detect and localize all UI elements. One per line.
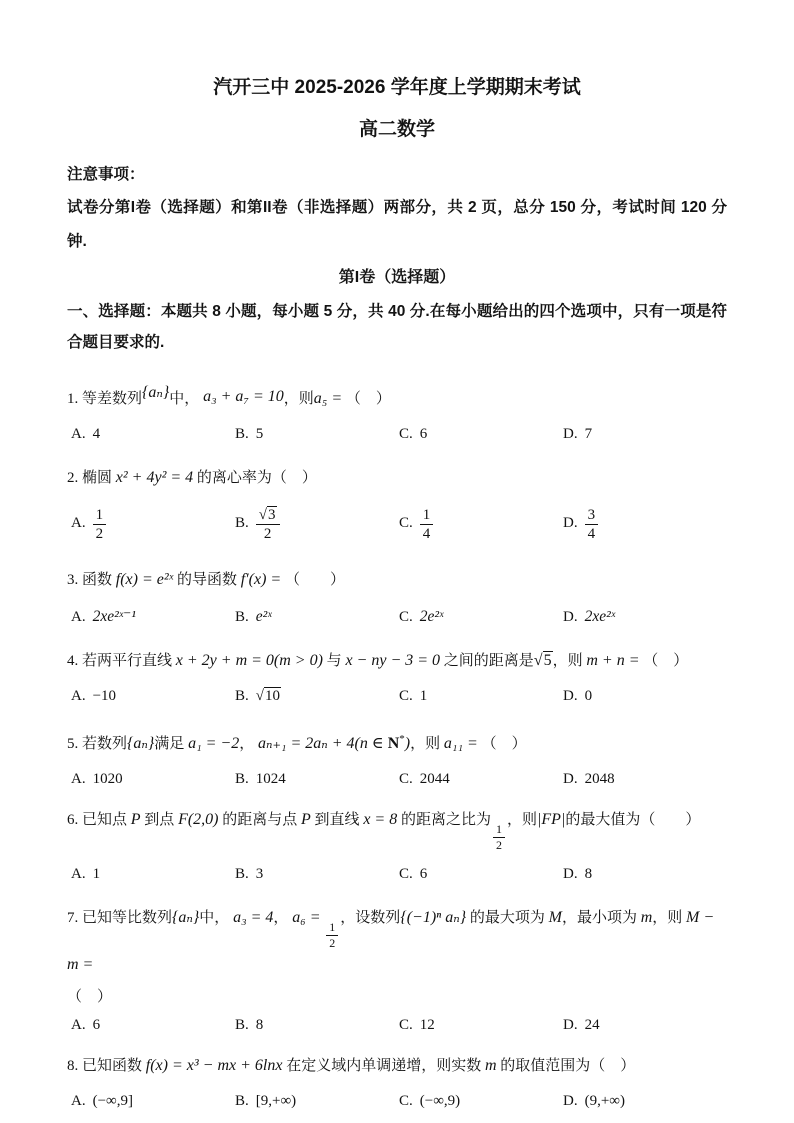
q3-option-b xyxy=(235,608,399,626)
option-label: A. xyxy=(71,771,86,787)
option-value: 1024 xyxy=(255,771,286,787)
q6-point-p: P xyxy=(130,811,141,828)
option-value: 2048 xyxy=(584,771,615,787)
q3-option-c xyxy=(399,608,563,626)
q2-text-1: 2. 椭圆 xyxy=(67,470,113,486)
option-value: (−∞,9) xyxy=(419,1093,461,1109)
option-value: 4 xyxy=(92,426,101,442)
q7-text-1: 7. 已知等比数列 xyxy=(67,910,173,926)
q3-answer-blank: （ ） xyxy=(284,572,345,588)
q7-answer-blank: （ ） xyxy=(67,989,113,1005)
notice-heading: 注意事项： xyxy=(67,166,145,183)
option-label: D. xyxy=(563,771,578,787)
q7-min-symbol: m xyxy=(640,909,653,926)
fraction-numerator: 1 xyxy=(326,920,338,936)
option-value: e²ˣ xyxy=(255,607,272,625)
q5-text-2: 满足 xyxy=(154,736,185,752)
fraction xyxy=(93,506,107,543)
notice-body: 试卷分第I卷（选择题）和第II卷（非选择题）两部分，共 2 页，总分 150 分，考试时间 120 分钟. xyxy=(67,199,727,250)
q4-unknown: m + n = xyxy=(586,652,640,669)
q7-max-symbol: M xyxy=(548,909,562,926)
fraction-denominator: 4 xyxy=(587,526,596,542)
option-value: −10 xyxy=(92,688,117,704)
q8-text-1: 8. 已知函数 xyxy=(67,1058,143,1074)
q5-natural-numbers-symbol: N xyxy=(387,735,400,752)
option-label: B. xyxy=(235,688,249,704)
q4-text-2: 与 xyxy=(326,653,342,669)
question-7 xyxy=(67,904,727,979)
q1-equation: a₃ + a₇ = 10 xyxy=(203,388,284,405)
option-value: 6 xyxy=(419,866,428,882)
q3-function: f(x) = e²ˣ xyxy=(115,571,174,588)
option-value: 24 xyxy=(584,1017,600,1033)
fraction-numerator: 3 xyxy=(585,506,599,525)
option-label: D. xyxy=(563,1093,578,1109)
option-label: D. xyxy=(563,866,578,882)
question-8-options xyxy=(67,1093,727,1110)
q5-recurrence-close: ) xyxy=(404,735,411,752)
radical-sign: √ xyxy=(258,507,267,523)
question-1-options xyxy=(67,426,727,443)
q2-option-b xyxy=(235,503,399,545)
fraction-numerator: 1 xyxy=(93,506,107,525)
q8-text-3: 的取值范围为（ ） xyxy=(500,1058,636,1074)
option-label: D. xyxy=(563,515,578,532)
q1-text-2: 中， xyxy=(169,391,200,407)
question-4 xyxy=(67,647,727,675)
sqrt-5 xyxy=(534,651,553,669)
section-1-instruction: 一、选择题：本题共 8 小题，每小题 5 分，共 40 分.在每小题给出的四个选项中，只有一项是符合题目要求的. xyxy=(67,303,727,351)
fraction-numerator: 1 xyxy=(420,506,434,525)
option-value: 2xe²ˣ xyxy=(584,607,616,625)
q4-text-4: ，则 xyxy=(552,653,583,669)
q5-option-b xyxy=(235,771,399,788)
option-label: D. xyxy=(563,426,578,442)
q5-option-a xyxy=(71,771,235,788)
option-value: (−∞,9] xyxy=(92,1093,133,1109)
q7-term-6: a₆ = xyxy=(292,909,321,926)
option-label: B. xyxy=(235,608,249,625)
fraction xyxy=(493,822,505,853)
option-label: C. xyxy=(399,771,413,787)
option-label: A. xyxy=(71,609,86,625)
fraction-numerator xyxy=(256,506,280,525)
q4-text-1: 4. 若两平行直线 xyxy=(67,653,173,669)
q7-text-2: 中， xyxy=(199,910,230,926)
q1-sequence-notation: {aₙ} xyxy=(142,384,170,401)
q6-option-b xyxy=(235,866,399,883)
q4-option-c xyxy=(399,688,563,705)
option-value: 12 xyxy=(419,1017,435,1033)
option-value: 2044 xyxy=(419,771,450,787)
option-label: B. xyxy=(235,1017,249,1033)
radical-sign: √ xyxy=(255,688,264,704)
radicand: 3 xyxy=(268,507,276,523)
option-value: 1020 xyxy=(92,771,123,787)
fraction xyxy=(256,506,280,543)
q8-option-b xyxy=(235,1093,399,1110)
option-label: B. xyxy=(235,1093,249,1109)
q7-option-d xyxy=(563,1017,727,1034)
q6-text-2: 到点 xyxy=(144,812,175,828)
q7-sequence-notation: {aₙ} xyxy=(172,909,200,926)
q4-line-1-equation: x + 2y + m = 0(m > 0) xyxy=(175,652,323,669)
option-label: B. xyxy=(235,426,249,442)
option-label: B. xyxy=(235,515,249,532)
section-1-title: 第I卷（选择题） xyxy=(338,269,456,286)
question-4-options xyxy=(67,688,727,705)
q3-text-2: 的导函数 xyxy=(176,572,237,588)
question-6-options xyxy=(67,866,727,883)
q7-option-b xyxy=(235,1017,399,1034)
q6-text-3: 的距离与点 xyxy=(222,812,298,828)
q1-unknown: a₅ = xyxy=(313,390,343,407)
question-3 xyxy=(67,566,727,594)
option-label: B. xyxy=(235,771,249,787)
option-value: 6 xyxy=(92,1017,101,1033)
q6-text-5: 的距离之比为 xyxy=(400,812,491,828)
q6-text-1: 6. 已知点 xyxy=(67,812,128,828)
option-value: 8 xyxy=(255,1017,264,1033)
q8-option-a xyxy=(71,1093,235,1110)
q5-recurrence: aₙ₊₁ = 2aₙ + 4(n ∈ xyxy=(257,735,388,752)
q4-line-2-equation: x − ny − 3 = 0 xyxy=(345,652,441,669)
q6-option-a xyxy=(71,866,235,883)
q6-option-d xyxy=(563,866,727,883)
q1-option-d xyxy=(563,426,727,443)
q7-option-c xyxy=(399,1017,563,1034)
question-7-options xyxy=(67,1017,727,1034)
exam-title: 汽开三中 2025-2026 学年度上学期期末考试 xyxy=(213,77,581,98)
q5-option-c xyxy=(399,771,563,788)
question-2-options xyxy=(67,503,727,545)
q5-sequence-notation: {aₙ} xyxy=(127,735,155,752)
q6-point-p-2: P xyxy=(301,811,311,828)
q5-unknown: a₁₁ = xyxy=(443,735,478,752)
option-value: 7 xyxy=(584,426,593,442)
q7-text-3: ， xyxy=(273,910,289,926)
option-label: C. xyxy=(399,608,413,625)
fraction-denominator: 2 xyxy=(95,526,104,542)
option-value: 0 xyxy=(584,688,593,704)
question-8 xyxy=(67,1052,727,1080)
option-value: 3 xyxy=(255,866,264,882)
q1-option-c xyxy=(399,426,563,443)
option-label: A. xyxy=(71,426,86,442)
q4-option-d xyxy=(563,688,727,705)
q1-text-3: ，则 xyxy=(283,391,314,407)
option-value: 8 xyxy=(584,866,593,882)
question-2 xyxy=(67,464,727,492)
q6-text-4: 到直线 xyxy=(314,812,360,828)
q7-text-4: ，设数列 xyxy=(340,910,401,926)
option-value: (9,+∞) xyxy=(584,1093,625,1109)
q5-text-1: 5. 若数列 xyxy=(67,736,128,752)
option-value: 2e²ˣ xyxy=(419,607,444,625)
q6-point-f: F(2,0) xyxy=(178,811,219,828)
option-label: A. xyxy=(71,1017,86,1033)
option-label: C. xyxy=(399,515,413,532)
q2-option-a xyxy=(71,503,235,545)
q5-text-3: ， xyxy=(239,736,255,752)
q5-star-superscript: * xyxy=(399,733,405,745)
option-label: C. xyxy=(399,426,413,442)
q2-ellipse-equation: x² + 4y² = 4 xyxy=(115,469,194,486)
fraction-denominator: 4 xyxy=(422,526,431,542)
q2-text-2: 的离心率为（ ） xyxy=(196,470,317,486)
q6-text-6: ，则 xyxy=(506,812,537,828)
q2-option-c xyxy=(399,503,563,545)
option-value-sqrt xyxy=(256,687,281,704)
radicand: 5 xyxy=(543,652,552,669)
q8-text-2: 在定义域内单调递增，则实数 xyxy=(286,1058,482,1074)
q4-option-b xyxy=(235,688,399,705)
option-label: A. xyxy=(71,688,86,704)
q1-text-1: 1. 等差数列 xyxy=(67,391,143,407)
q8-option-c xyxy=(399,1093,563,1110)
option-label: A. xyxy=(71,866,86,882)
q8-parameter: m xyxy=(484,1057,497,1074)
q8-option-d xyxy=(563,1093,727,1110)
option-label: C. xyxy=(399,866,413,882)
q7-option-a xyxy=(71,1017,235,1034)
exam-subject-title: 高二数学 xyxy=(358,119,435,140)
fraction-denominator: 2 xyxy=(495,838,502,852)
q6-distance-fp: |FP| xyxy=(537,811,566,828)
option-label: C. xyxy=(399,1093,413,1109)
option-label: B. xyxy=(235,866,249,882)
q4-option-a xyxy=(71,688,235,705)
q6-text-7: 的最大值为（ ） xyxy=(565,812,701,828)
fraction xyxy=(326,920,338,951)
q5-answer-blank: （ ） xyxy=(481,736,527,752)
q6-line-equation: x = 8 xyxy=(363,811,398,828)
option-value: 6 xyxy=(419,426,428,442)
fraction-numerator: 1 xyxy=(493,822,505,838)
q5-option-d xyxy=(563,771,727,788)
option-value: [9,+∞) xyxy=(255,1093,297,1109)
radical-sign: √ xyxy=(533,652,543,669)
q1-option-b xyxy=(235,426,399,443)
q5-initial-term: a₁ = −2 xyxy=(188,735,240,752)
q3-option-d xyxy=(563,608,727,626)
q7-alt-sequence: {(−1)ⁿ aₙ} xyxy=(400,909,467,926)
q6-option-c xyxy=(399,866,563,883)
q7-difference: M − m = xyxy=(67,909,715,973)
q2-option-d xyxy=(563,503,727,545)
q8-function: f(x) = x³ − mx + 6lnx xyxy=(145,1057,283,1074)
fraction-denominator: 2 xyxy=(263,526,272,542)
option-label: A. xyxy=(71,1093,86,1109)
radicand: 10 xyxy=(265,688,280,704)
option-value: 1 xyxy=(419,688,428,704)
option-label: D. xyxy=(563,1017,578,1033)
q3-option-a xyxy=(71,607,235,626)
question-1 xyxy=(67,379,727,413)
option-label: C. xyxy=(399,1017,413,1033)
option-label: C. xyxy=(399,688,413,704)
q7-text-5: 的最大项为 xyxy=(469,910,545,926)
q3-text-1: 3. 函数 xyxy=(67,572,113,588)
q1-option-a xyxy=(71,426,235,443)
option-label: A. xyxy=(71,515,86,532)
option-label: D. xyxy=(563,608,578,625)
option-value: 1 xyxy=(92,866,101,882)
question-5-options xyxy=(67,771,727,788)
q4-answer-blank: （ ） xyxy=(643,653,689,669)
q7-text-7: ，则 xyxy=(652,910,683,926)
fraction-denominator: 2 xyxy=(329,936,336,950)
option-label: D. xyxy=(563,688,578,704)
option-value: 2xe²ˣ⁻¹ xyxy=(92,608,136,625)
option-value: 5 xyxy=(255,426,264,442)
fraction xyxy=(585,506,599,543)
q4-text-3: 之间的距离是 xyxy=(443,653,534,669)
q5-text-4: ，则 xyxy=(410,736,441,752)
q1-answer-blank: （ ） xyxy=(345,391,391,407)
question-6 xyxy=(67,806,727,853)
question-5 xyxy=(67,726,727,758)
question-3-options xyxy=(67,607,727,626)
q7-text-6: ，最小项为 xyxy=(561,910,637,926)
q3-derivative: f′(x) = xyxy=(240,571,282,588)
q7-term-3: a₃ = 4 xyxy=(233,909,274,926)
fraction xyxy=(420,506,434,543)
